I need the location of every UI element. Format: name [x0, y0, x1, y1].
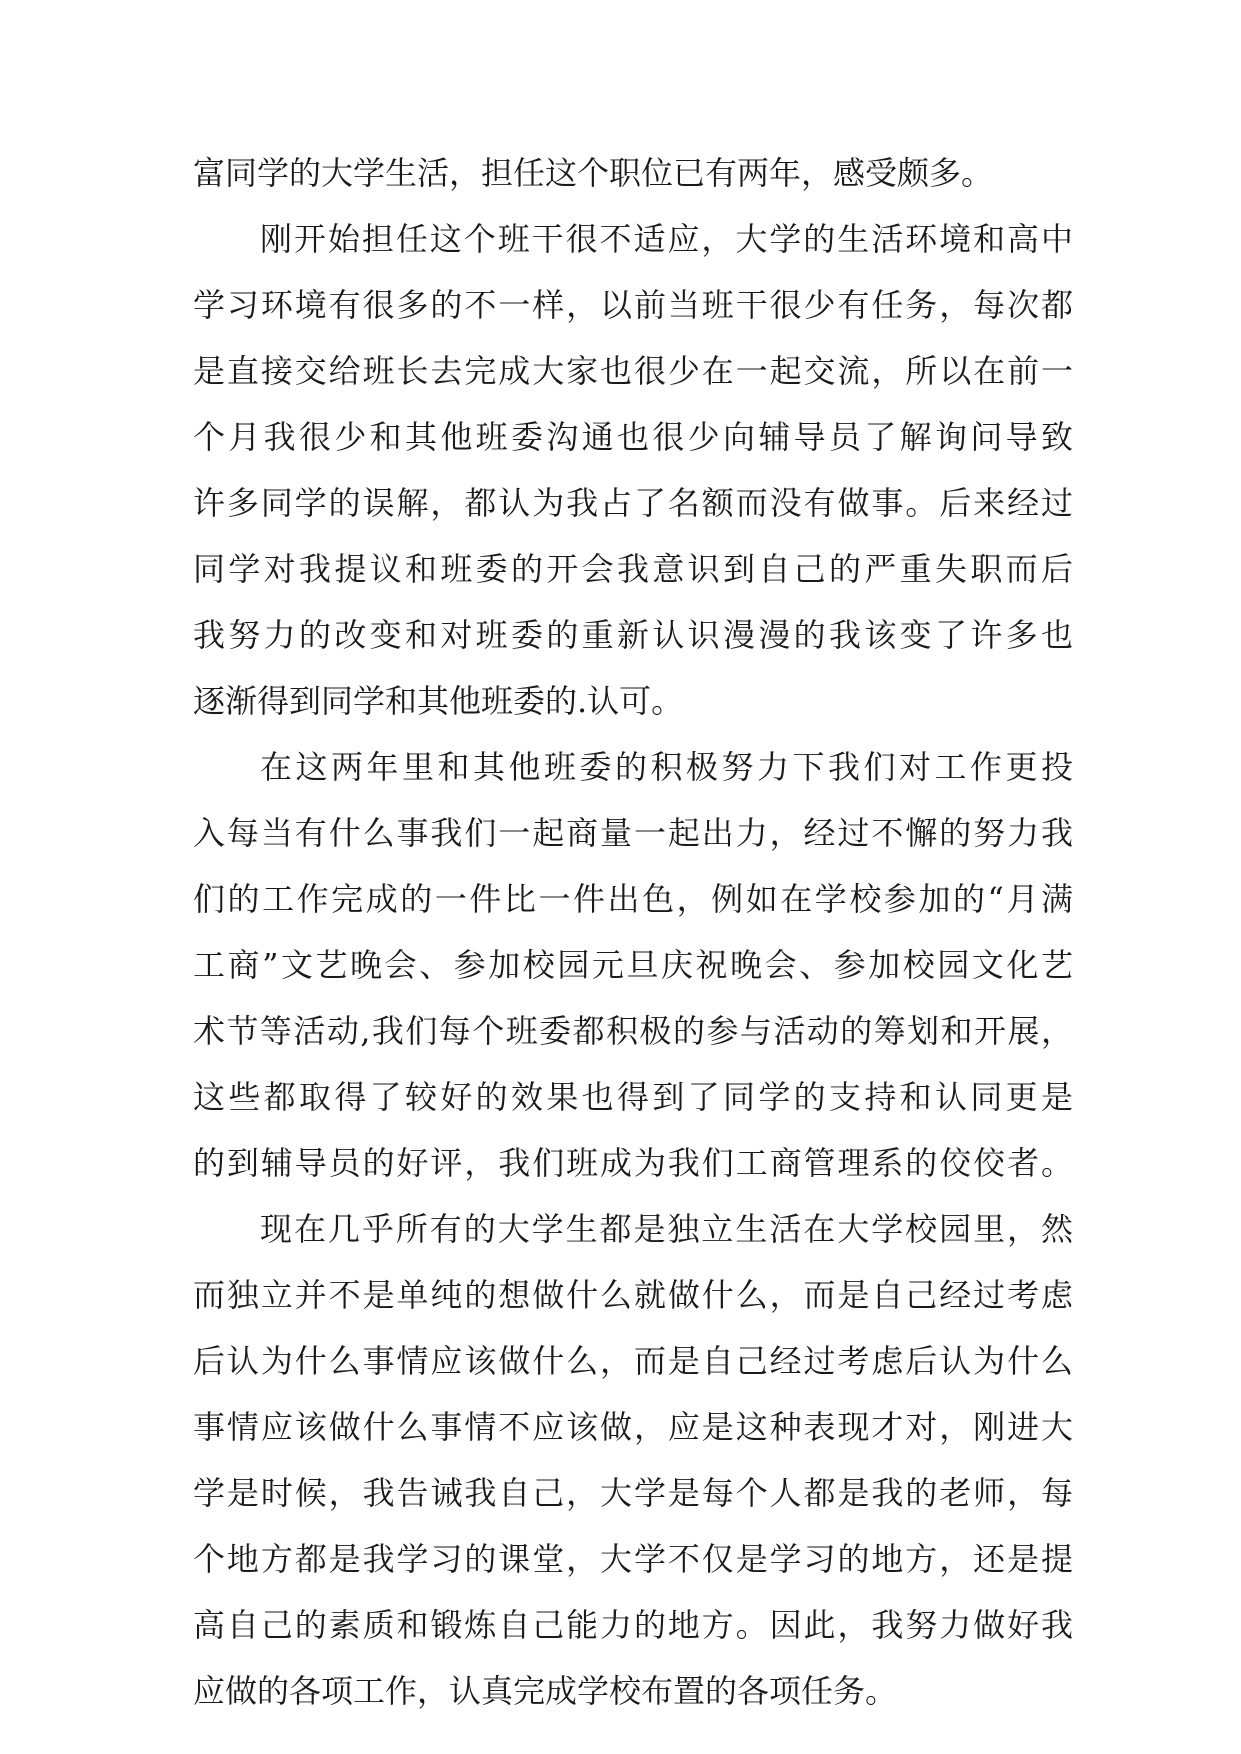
paragraph-3-line-1: 在这两年里和其他班委的积极努力下我们对工作更投	[260, 748, 1073, 786]
text-line-14: 术节等活动,我们每个班委都积极的参与活动的筹划和开展，	[193, 1012, 1073, 1050]
text-line-4: 是直接交给班长去完成大家也很少在一起交流，所以在前一	[193, 352, 1073, 390]
text-line-15: 这些都取得了较好的效果也得到了同学的支持和认同更是	[193, 1078, 1073, 1116]
paragraph-2-line-1: 刚开始担任这个班干很不适应，大学的生活环境和高中	[260, 220, 1073, 258]
text-line-7: 同学对我提议和班委的开会我意识到自己的严重失职而后	[193, 550, 1073, 588]
text-line-13: 工商”文艺晚会、参加校园元旦庆祝晚会、参加校园文化艺	[193, 946, 1073, 984]
text-line-16: 的到辅导员的好评，我们班成为我们工商管理系的佼佼者。	[193, 1144, 1073, 1182]
text-line-12: 们的工作完成的一件比一件出色，例如在学校参加的“月满	[193, 880, 1073, 918]
text-line-21: 学是时候，我告诫我自己，大学是每个人都是我的老师，每	[193, 1474, 1073, 1512]
text-line-9: 逐渐得到同学和其他班委的.认可。	[193, 682, 684, 720]
text-line-6: 许多同学的误解，都认为我占了名额而没有做事。后来经过	[193, 484, 1073, 522]
text-line-1: 富同学的大学生活，担任这个职位已有两年，感受颇多。	[193, 154, 994, 192]
text-line-24: 应做的各项工作，认真完成学校布置的各项任务。	[193, 1672, 898, 1710]
text-line-8: 我努力的改变和对班委的重新认识漫漫的我该变了许多也	[193, 616, 1073, 654]
text-line-20: 事情应该做什么事情不应该做，应是这种表现才对，刚进大	[193, 1408, 1073, 1446]
text-line-5: 个月我很少和其他班委沟通也很少向辅导员了解询问导致	[193, 418, 1073, 456]
text-line-22: 个地方都是我学习的课堂，大学不仅是学习的地方，还是提	[193, 1540, 1073, 1578]
paragraph-4-line-1: 现在几乎所有的大学生都是独立生活在大学校园里，然	[260, 1210, 1073, 1248]
text-line-18: 而独立并不是单纯的想做什么就做什么，而是自己经过考虑	[193, 1276, 1073, 1314]
text-line-19: 后认为什么事情应该做什么，而是自己经过考虑后认为什么	[193, 1342, 1073, 1380]
text-line-23: 高自己的素质和锻炼自己能力的地方。因此，我努力做好我	[193, 1606, 1073, 1644]
text-line-11: 入每当有什么事我们一起商量一起出力，经过不懈的努力我	[193, 814, 1073, 852]
text-line-3: 学习环境有很多的不一样，以前当班干很少有任务，每次都	[193, 286, 1073, 324]
